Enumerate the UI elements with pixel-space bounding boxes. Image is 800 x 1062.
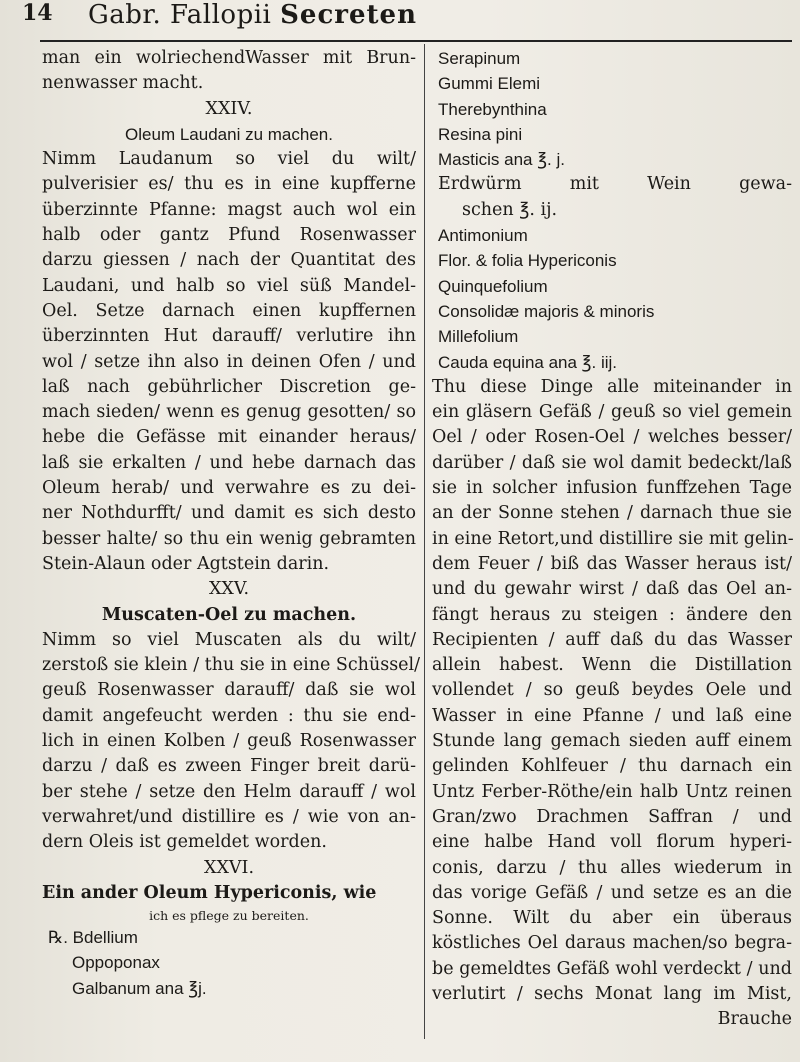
- text-line: laß sie erkalten / und hebe darnach das: [42, 452, 416, 473]
- ingredient-line: Serapinum: [438, 49, 521, 68]
- page-number: 14: [22, 0, 53, 26]
- text-line: köstliches Oel daraus machen/so begra-: [432, 933, 792, 954]
- text-line: verlutirt / sechs Monat lang im Mist,: [432, 983, 792, 1004]
- text-line: eine halbe Hand voll florum hyperi-: [432, 832, 792, 853]
- ingredient-line: Flor. & folia Hypericonis: [438, 251, 617, 271]
- text-line: Wasser in eine Pfanne / und laß eine: [432, 705, 792, 726]
- text-line: und du gewahr wirst / daß das Oel an-: [432, 579, 792, 600]
- ingredient-line: ℞. Bdellium: [48, 928, 138, 948]
- text-line: verwahret/und distillire es / wie von an-: [42, 806, 416, 827]
- text-line: wol / setze ihn also in deinen Ofen / und: [42, 351, 416, 372]
- text-line: allein habest. Wenn die Distillation: [432, 655, 792, 676]
- text-line: mach sieden/ wenn es genug gesotten/ so: [42, 402, 416, 423]
- section-heading: Muscaten-Oel zu machen.: [101, 604, 357, 625]
- text-line: Nimm so viel Muscaten als du wilt/: [42, 629, 416, 650]
- ingredient-line: Consolidæ majoris & minoris: [438, 301, 655, 321]
- ingredient-line: Oppoponax: [72, 953, 160, 973]
- running-title-author: Gabr. Fallopii: [88, 0, 272, 30]
- section-subheading: ich es pflege zu bereiten.: [149, 908, 309, 924]
- text-line: be gemeldtes Gefäß wohl verdeckt / und: [432, 958, 792, 979]
- text-line: conis, darzu / thu alles wiederum in: [432, 857, 792, 878]
- text-line: darüber / daß sie wol damit bedeckt/laß: [432, 452, 792, 473]
- text-line: Nimm Laudanum so viel du wilt/: [42, 149, 416, 170]
- ingredient-line: Cauda equina ana ℥. iij.: [438, 352, 617, 372]
- text-line: Untz Ferber-Röthe/ein halb Untz reinen: [432, 781, 792, 802]
- right-column: [432, 46, 792, 1033]
- running-title-main: Secreten: [280, 0, 417, 30]
- text-line: Recipienten / auff daß du das Wasser: [432, 629, 792, 650]
- text-line: gelinden Kohlfeuer / thu darnach ein: [432, 756, 792, 777]
- text-line: besser halte/ so thu ein wenig gebramten: [42, 528, 416, 549]
- text-line: dern Oleis ist gemeldet worden.: [42, 832, 327, 853]
- text-line: vollendet / so geuß beydes Oele und: [432, 680, 792, 701]
- ingredient-line: Galbanum ana ℥j.: [72, 978, 207, 998]
- text-line: zerstoß sie klein / thu sie in eine Schüssel/: [42, 655, 421, 676]
- section-heading: Oleum Laudani zu machen.: [125, 124, 333, 144]
- text-line: hebe die Gefässe mit einander heraus/: [42, 427, 416, 448]
- text-line: Gran/zwo Drachmen Saffran / und: [432, 806, 792, 827]
- ingredient-line: Masticis ana ℥. j.: [438, 150, 565, 170]
- text-line: überzinnte Pfanne: magst auch wol ein: [42, 199, 416, 220]
- text-line: dem Feuer / biß das Wasser heraus ist/: [432, 553, 792, 574]
- ingredient-line: Therebynthina: [438, 99, 547, 119]
- ingredient-line: schen ℥. ij.: [462, 199, 558, 220]
- text-line: fängt heraus zu steigen : ändere den: [432, 604, 792, 625]
- text-line: sie in solcher infusion funffzehen Tage: [432, 478, 792, 499]
- text-line: an der Sonne stehen / darnach thue sie: [432, 503, 792, 524]
- text-line: darzu giessen / nach der Quantitat des: [42, 250, 416, 271]
- text-line: halb oder gantz Pfund Rosenwasser: [42, 225, 416, 246]
- ingredient-line: Millefolium: [438, 327, 519, 347]
- text-line: in eine Retort,und distillire sie mit gelin-: [432, 528, 794, 549]
- text-line: nenwasser macht.: [42, 73, 204, 94]
- text-line: Stein-Alaun oder Agtstein darin.: [42, 553, 330, 574]
- ingredient-line: Erdwürm mit Wein gewa-: [438, 174, 792, 195]
- text-line: Oel. Setze darnach einen kupffernen: [42, 300, 416, 321]
- section-heading: Ein ander Oleum Hypericonis, wie: [42, 882, 377, 903]
- text-line: Laudani, und halb so viel süß Mandel-: [42, 275, 416, 296]
- column-divider: [424, 44, 425, 1039]
- text-line: damit angefeucht werden : thu sie end-: [42, 705, 416, 726]
- text-line: Oel / oder Rosen-Oel / welches besser/: [432, 427, 792, 448]
- ingredient-line: Quinquefolium: [438, 276, 548, 296]
- text-line: überzinnten Hut darauff/ verlutire ihn: [42, 326, 416, 347]
- text-line: laß nach gebührlicher Discretion ge-: [42, 376, 416, 397]
- header-rule: [40, 40, 792, 42]
- section-number: XXVI.: [203, 857, 255, 878]
- ingredient-line: Antimonium: [438, 226, 528, 246]
- text-line: das vorige Gefäß / und setze es an die: [432, 882, 792, 903]
- left-column: [42, 46, 421, 1001]
- text-line: lich in einen Kolben / geuß Rosenwasser: [42, 731, 416, 752]
- ingredient-line: Gummi Elemi: [438, 74, 541, 94]
- section-number: XXV.: [208, 579, 250, 600]
- text-line: Sonne. Wilt du aber ein überaus: [432, 908, 792, 929]
- text-line: darzu / daß es zween Finger breit darü-: [42, 756, 416, 777]
- text-line: man ein wolriechendWasser mit Brun-: [42, 48, 416, 68]
- running-title: [88, 0, 417, 30]
- text-line: Stunde lang gemach sieden auff einem: [432, 731, 792, 752]
- text-line: geuß Rosenwasser darauff/ daß sie wol: [42, 680, 416, 701]
- text-line: ein gläsern Gefäß / geuß so viel gemein: [432, 402, 792, 423]
- text-line: ner Nothdurfft/ und damit es sich desto: [42, 503, 416, 524]
- ingredient-line: Resina pini: [438, 124, 523, 144]
- page-header: [22, 0, 792, 40]
- catchword: Brauche: [717, 1009, 792, 1030]
- text-line: Thu diese Dinge alle miteinander in: [432, 376, 792, 397]
- text-line: pulverisier es/ thu es in eine kupfferne: [42, 174, 416, 195]
- text-line: Oleum herab/ und verwahre es zu dei-: [42, 478, 416, 499]
- text-line: ber stehe / setze den Helm darauff / wol: [42, 781, 416, 802]
- section-number: XXIV.: [205, 98, 253, 119]
